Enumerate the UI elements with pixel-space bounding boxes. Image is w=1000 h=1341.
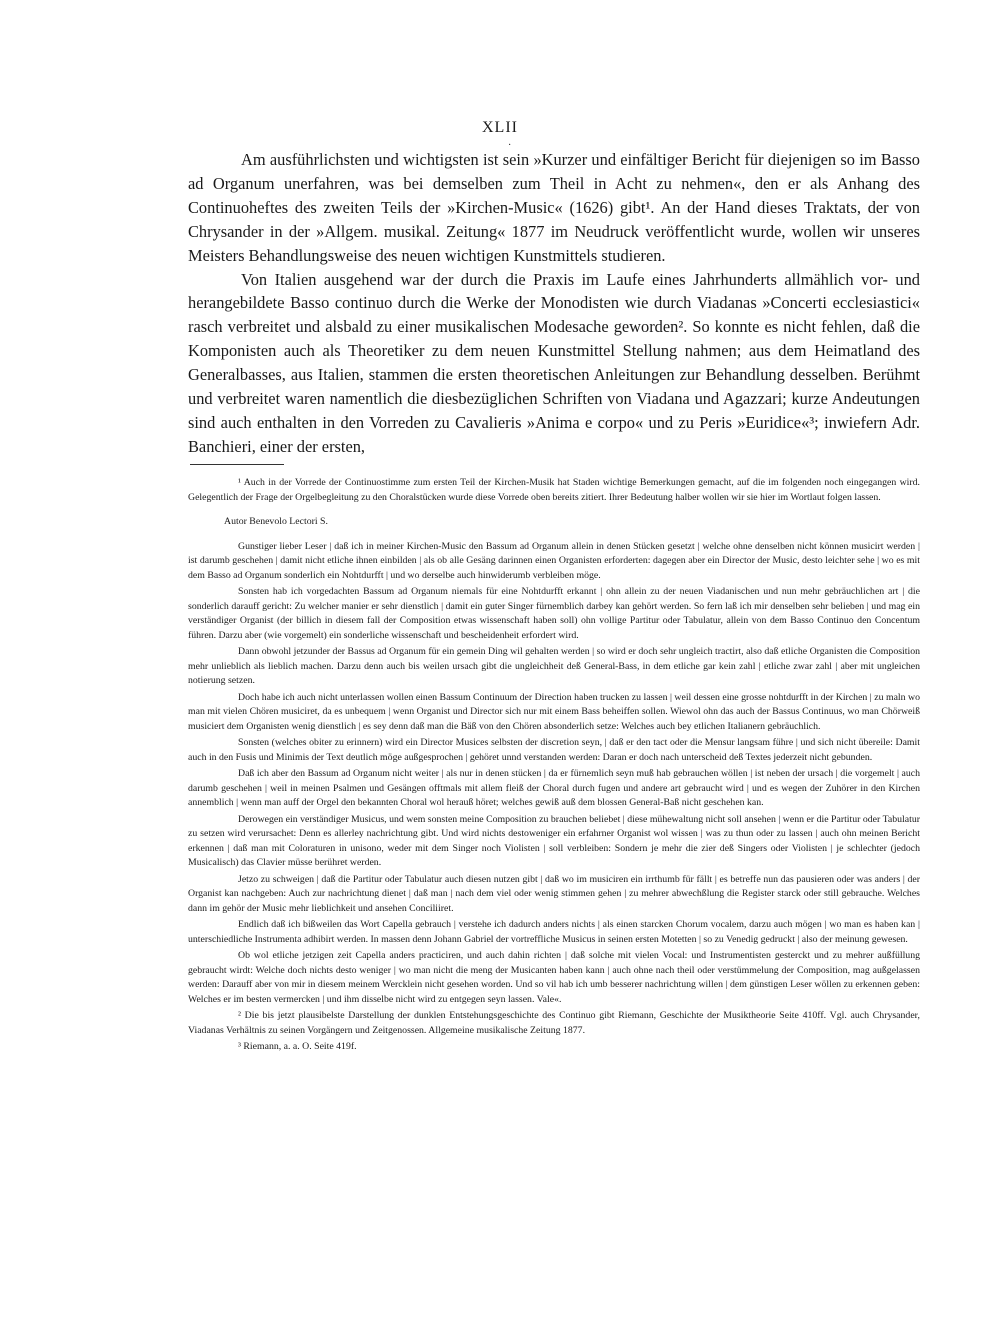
main-text	[188, 148, 920, 459]
quote-paragraph: Doch habe ich auch nicht unterlassen wollen einen Bassum Continuum der Direction haben trucken zu lassen | weil dessen eine grosse nohtdurfft in der Kirchen | zu maln wo man mit vielen Chören musiciret, da es unbequem | wenn Organist und Director sich nur mit einem Bass beheiffen sollen. Wiewol ohn das auch der Bassus Continuus, wo man Chörweiß musiciert dem Organisten wenig dienstlich | es sey denn daß man die Bäß von den Chören absonderlich setze: Welches auch bey etlichen Italianern gebräuchlich.	[188, 691, 920, 732]
footnote-divider	[190, 464, 284, 465]
footnote-1: ¹ Auch in der Vorrede der Continuostimme zum ersten Teil der Kirchen-Musik hat Staden wichtige Bemerkungen gemacht, auf die im folgenden noch eingegangen wird. Gelegentlich der Frage der Orgelbegleitung zu den Choralstücken wurde diese Vorrede oben bereits zitiert. Ihrer Bedeutung halber wollen wir sie hier im Wortlaut folgen lassen.	[188, 477, 920, 503]
quote-paragraph: Jetzo zu schweigen | daß die Partitur oder Tabulatur auch diesen nutzen gibt | daß wo im musiciren ein irrthumb für fällt | es betreffe nun das pausieren oder was anders | der Organist kan nachgeben: Auch zur nachrichtung dienet | daß man | nach dem viel oder wenig stimmen gehen | zu mehrer abwechßlung die Register starck oder still gebrauche. Welches dann im gehör der Music mehr lieblichkeit und ansehen Conciliiret.	[188, 873, 920, 914]
paragraph: Am ausführlichsten und wichtigsten ist sein »Kurzer und einfältiger Bericht für diejenigen so im Basso ad Organum unerfahren, was bei demselben zum Theil in Acht zu nehmen«, den er als Anhang des Continuoheftes des zweiten Teils der »Kirchen-Music« (1626) gibt¹. An der Hand dieses Traktats, der von Chrysander in der »Allgem. musikal. Zeitung« 1877 im Neudruck veröffentlicht wurde, wollen wir unseres Meisters Behandlungsweise des neuen wichtigen Kunstmittels studieren.	[188, 150, 920, 265]
dot-mark: ·	[508, 140, 512, 151]
quote-paragraph: Daß ich aber den Bassum ad Organum nicht weiter | als nur in denen stücken | da er fürnemlich seyn muß hab gebrauchen wöllen | ist neben der ursach | die vorgemelt | auch darumb geschehen | weil in meinen Psalmen und Gesängen offtmals mit allem fleiß der Choral durch fugen und andere art gebraucht wird | und es wegen der Zuhörer in den Kirchen annemblich | wenn man auff der Orgel den bekannten Choral wol herauß höret; welches gewiß auß dem blossen General-Baß nicht geschehen kan.	[188, 768, 920, 808]
quote-paragraph: Endlich daß ich bißweilen das Wort Capella gebrauch | verstehe ich dadurch anders nichts | als einen starcken Chorum vocalem, darzu auch mögen | wo man es haben kan | unterschiedliche Instrumenta adhibirt werden. In massen denn Johann Gabriel der vortreffliche Musicus in seinen ersten Motetten | so zu Venedig gedruckt | also der meinung gewesen.	[188, 919, 920, 945]
page-number: XLII	[482, 119, 518, 136]
footnote-3: ³ Riemann, a. a. O. Seite 419f.	[238, 1041, 357, 1052]
quote-paragraph: Sonsten hab ich vorgedachten Bassum ad Organum niemals für eine Nohtdurfft erkannt | ohn allein zu der neuen Viadanischen und nun mehr gebräuchlichen art | die sonderlich darauff gericht: Zu welcher manier er sehr dienstlich | damit ein guter Singer fürnemblich darbey kan gehört werden. So fern laß ich mir denselben sehr belieben | und mag ein verständiger Organist (der billich in diesem fall der Composition etwas wissenschaft haben soll) ohn vollige Partitur oder Tabulatur, allein von dem Basso Continuo den Concentum führen. Darzu aber (wie vorgemelt) ein sonderliche wissenschaft und bescheidenheit erfordert wird.	[188, 586, 920, 641]
footnote-2: ² Die bis jetzt plausibelste Darstellung der dunklen Entstehungsgeschichte des Continuo gibt Riemann, Geschichte der Musiktheorie Seite 410ff. Vgl. auch Chrysander, Viadanas Verhältnis zu seinen Vorgängern und Zeitgenossen. Allgemeine musikalische Zeitung 1877.	[188, 1010, 920, 1036]
quote-paragraph: Sonsten (welches obiter zu erinnern) wird ein Director Musices selbsten der discretion seyn, | daß er den tact oder die Mensur langsam führe | und sich nicht übereile: Damit auch in den Fusis und Minimis der Text deutlich möge außgesprochen | gehöret unnd verstanden werden: Daran er doch nach unterscheid deß Textes jederzeit nicht gebunden.	[188, 737, 920, 763]
quote-paragraph: Dann obwohl jetzunder der Bassus ad Organum für ein gemein Ding wil gehalten werden | so wird er doch sehr ungleich tractirt, also daß etliche Organisten die Composition mehr unlieblich als lieblich machen. Darzu denn auch bis weilen ursach gibt die ungleichheit deß General-Bass, in dem etliche gar kein zahl | etliche zwar zahl | aber mit ungleichen notierung setzen.	[188, 646, 920, 686]
quote-heading: Autor Benevolo Lectori S.	[224, 516, 328, 527]
quote-paragraph: Derowegen ein verständiger Musicus, und wem sonsten meine Composition zu brauchen beliebet | diese mühewaltung nicht soll ansehen | wenn er die Partitur oder Tabulatur zu setzen wird verursachet: Denn es allerley nachrichtung gibt. Und wird nichts destoweniger ein erfahrner Organist wol wissen | was zu thun oder zu lassen | auch ohn meinen Bericht erkennen | daß man mit Coloraturen in unisono, weder mit dem Singer noch Violisten | soll verbleiben: Sondern je mehr die zier deß Singers oder Violisten | je schlechter (jedoch Musicalisch) das Clavier müsse berühret werden.	[188, 813, 920, 868]
paragraph: Von Italien ausgehend war der durch die Praxis im Laufe eines Jahrhunderts allmählich vor- und herangebildete Basso continuo durch die Werke der Monodisten wie durch Viadanas »Concerti ecclesiastici« rasch verbreitet und alsbald zu einer musikalischen Modesache geworden². So konnte es nicht fehlen, daß die Komponisten auch als Theoretiker zu dem neuen Kunstmittel Stellung nahmen; aus dem Heimatland des Generalbasses, aus Italien, stammen die ersten theoretischen Anleitungen zur Behandlung desselben. Berühmt und verbreitet waren namentlich die diesbezüglichen Schriften von Viadana und Agazzari; kurze Andeutungen sind auch enthalten in den Vorreden zu Cavalieris »Anima e corpo« und zu Peris »Euridice«³; inwiefern Adr. Banchieri, einer der ersten,	[188, 269, 920, 456]
quote-paragraph: Ob wol etliche jetzigen zeit Capella anders practiciren, und auch dahin richten | daß solche mit vielen Vocal: und Instrumentisten gesterckt und zu mehrer außfüllung gebraucht wirdt: Welche doch nichts desto weniger | wo man nicht die meng der Musicanten haben kann | auch ohne nach theil oder verstümmelung der Composition, mag außgelassen werden: Darauff aber von mir in diesem meinem Wercklein nicht gesehen worden. Und so vil hab ich umb besserer nachrichtung willen | dem günstigen Leser wöllen zu erkennen geben: Welches er im besten vermercken | und ihm disselbe nicht wird zu entgegen seyn lassen. Vale«.	[188, 950, 920, 1005]
quote-paragraph: Gunstiger lieber Leser | daß ich in meiner Kirchen-Music den Bassum ad Organum allein in denen Stücken gesetzt | welche ohne denselben nicht können musicirt werden | ist darumb geschehen | damit nicht etliche ihnen einbilden | als ob alle Gesäng darinnen einen Organisten erforderten: dagegen aber ein Director der Music, desto leichter sehe | wo es mit dem Basso ad Organum sonderlich ein Nohtdurfft | und wo derselbe auch hinwiderumb verbleiben möge.	[188, 540, 920, 581]
footnotes	[188, 476, 920, 1057]
